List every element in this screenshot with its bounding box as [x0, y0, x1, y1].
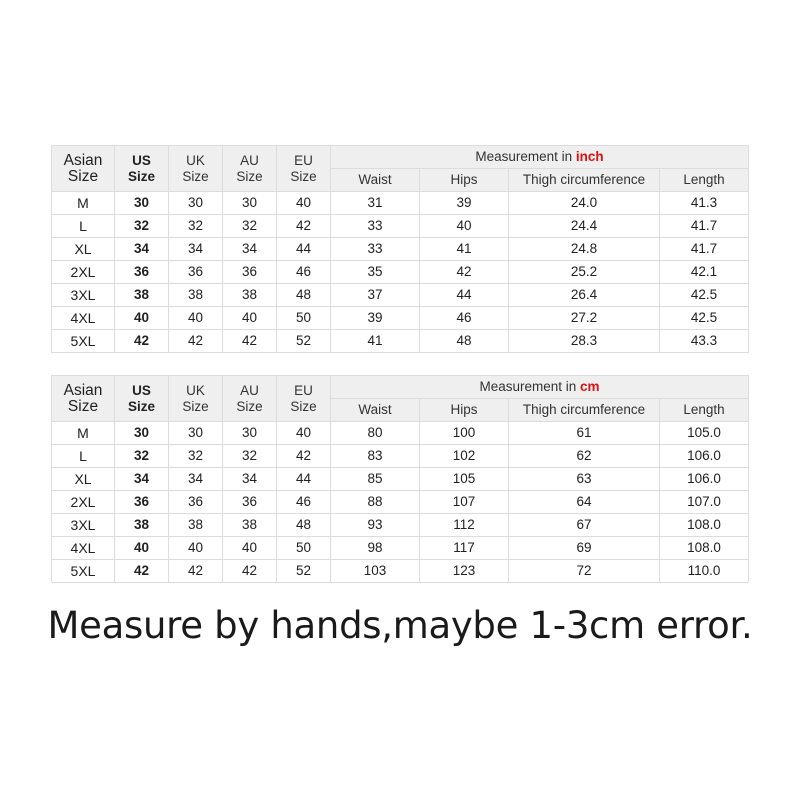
table-cell: 50 [277, 537, 331, 560]
table-cell: 26.4 [509, 284, 660, 307]
table-cell: XL [52, 468, 115, 491]
table-cell: 103 [331, 560, 420, 583]
table-cell: 93 [331, 514, 420, 537]
table-cell: 36 [223, 261, 277, 284]
table-cell: 107 [420, 491, 509, 514]
table-cell: 42 [277, 215, 331, 238]
table-cell: 40 [115, 307, 169, 330]
table-cell: 48 [420, 330, 509, 353]
table-row [52, 307, 749, 330]
measurement-prefix: Measurement in [479, 379, 581, 394]
table-cell: 34 [115, 238, 169, 261]
table-cell: 38 [223, 514, 277, 537]
table-cell: 27.2 [509, 307, 660, 330]
table-cell: 85 [331, 468, 420, 491]
size-table-inch [51, 145, 749, 353]
table-cell: 34 [169, 468, 223, 491]
table-cell: 46 [277, 491, 331, 514]
table-cell: 62 [509, 445, 660, 468]
table-cell: 36 [115, 491, 169, 514]
table-cell: 105.0 [660, 422, 749, 445]
table-cell: 33 [331, 215, 420, 238]
table-cell: 38 [169, 284, 223, 307]
eu-size-header [277, 376, 331, 422]
table-cell: 34 [223, 238, 277, 261]
table-cell: 30 [115, 192, 169, 215]
table-cell: 46 [420, 307, 509, 330]
table-cell: 30 [115, 422, 169, 445]
asian-size-header-line2: Size [67, 397, 99, 415]
table-cell: 102 [420, 445, 509, 468]
table-cell: 35 [331, 261, 420, 284]
table-cell: 39 [331, 307, 420, 330]
us-size-header [115, 146, 169, 192]
table-cell: 38 [115, 284, 169, 307]
table-cell: 34 [169, 238, 223, 261]
table-row [52, 445, 749, 468]
table-cell: 48 [277, 284, 331, 307]
table-cell: 42 [169, 330, 223, 353]
measurement-header [331, 376, 749, 399]
table-cell: 24.4 [509, 215, 660, 238]
table-cell: 106.0 [660, 445, 749, 468]
table-cell: 61 [509, 422, 660, 445]
table-cell: 52 [277, 560, 331, 583]
uk-size-header [169, 146, 223, 192]
column-header-length: Length [660, 169, 749, 192]
table-cell: 32 [115, 215, 169, 238]
table-cell: 41 [420, 238, 509, 261]
table-cell: 36 [169, 261, 223, 284]
table-cell: 50 [277, 307, 331, 330]
table-cell: 69 [509, 537, 660, 560]
au-size-header-line2: Size [236, 168, 263, 184]
eu-size-header-line2: Size [290, 398, 317, 414]
au-size-header-line1: AU [240, 382, 259, 398]
au-size-header-line2: Size [236, 398, 263, 414]
us-size-header-line1: US [132, 382, 151, 398]
table-cell: 42 [115, 560, 169, 583]
measurement-note: Measure by hands,maybe 1-3cm error. [47, 604, 753, 647]
table-cell: 4XL [52, 537, 115, 560]
table-cell: 42 [277, 445, 331, 468]
measurement-prefix: Measurement in [475, 149, 576, 164]
table-cell: 123 [420, 560, 509, 583]
table-cell: M [52, 422, 115, 445]
table-cell: 2XL [52, 261, 115, 284]
eu-size-header [277, 146, 331, 192]
us-size-header-line2: Size [127, 398, 155, 414]
uk-size-header-line1: UK [186, 382, 205, 398]
table-cell: 42 [115, 330, 169, 353]
table-cell: 39 [420, 192, 509, 215]
measurement-header [331, 146, 749, 169]
table-cell: 42.5 [660, 284, 749, 307]
table-cell: 48 [277, 514, 331, 537]
table-row [52, 261, 749, 284]
table-cell: 43.3 [660, 330, 749, 353]
us-size-header-line1: US [132, 152, 151, 168]
table-cell: 30 [169, 192, 223, 215]
table-cell: 44 [277, 468, 331, 491]
table-cell: 32 [223, 445, 277, 468]
au-size-header [223, 146, 277, 192]
table-cell: 40 [420, 215, 509, 238]
table-cell: 32 [169, 215, 223, 238]
table-cell: 36 [169, 491, 223, 514]
table-row [52, 537, 749, 560]
table-cell: 40 [169, 307, 223, 330]
measurement-unit: cm [580, 379, 600, 394]
table-cell: 42 [420, 261, 509, 284]
table-cell: 34 [223, 468, 277, 491]
table-cell: 46 [277, 261, 331, 284]
table-cell: 88 [331, 491, 420, 514]
column-header-thigh-circumference: Thigh circumference [509, 399, 660, 422]
table-cell: 44 [277, 238, 331, 261]
size-table-cm [51, 375, 749, 583]
table-cell: 110.0 [660, 560, 749, 583]
table-cell: 112 [420, 514, 509, 537]
measurement-unit: inch [575, 149, 604, 164]
table-cell: 106.0 [660, 468, 749, 491]
table-cell: 40 [277, 422, 331, 445]
table-cell: 40 [223, 537, 277, 560]
table-cell: 41 [331, 330, 420, 353]
table-cell: 41.7 [660, 215, 749, 238]
table-cell: 42.1 [660, 261, 749, 284]
us-size-header [115, 376, 169, 422]
uk-size-header-line2: Size [182, 168, 209, 184]
asian-size-header-line2: Size [67, 167, 99, 185]
column-header-hips: Hips [420, 169, 509, 192]
table-cell: 33 [331, 238, 420, 261]
table-row [52, 215, 749, 238]
table-cell: 40 [169, 537, 223, 560]
table-row [52, 284, 749, 307]
table-cell: 2XL [52, 491, 115, 514]
table-cell: 38 [115, 514, 169, 537]
table-cell: 32 [115, 445, 169, 468]
table-row [52, 491, 749, 514]
table-cell: 100 [420, 422, 509, 445]
asian-size-header-line1: Asian [63, 151, 103, 169]
table-row [52, 422, 749, 445]
table-header-row [52, 146, 749, 169]
table-cell: 36 [115, 261, 169, 284]
column-header-length: Length [660, 399, 749, 422]
table-cell: 3XL [52, 514, 115, 537]
table-cell: 52 [277, 330, 331, 353]
table-cell: 34 [115, 468, 169, 491]
table-header-row [52, 376, 749, 399]
table-cell: 117 [420, 537, 509, 560]
table-cell: 5XL [52, 330, 115, 353]
uk-size-header-line1: UK [186, 152, 205, 168]
table-cell: 28.3 [509, 330, 660, 353]
table-cell: 36 [223, 491, 277, 514]
uk-size-header [169, 376, 223, 422]
uk-size-header-line2: Size [182, 398, 209, 414]
table-cell: M [52, 192, 115, 215]
table-cell: 38 [169, 514, 223, 537]
table-cell: 4XL [52, 307, 115, 330]
table-cell: 108.0 [660, 514, 749, 537]
eu-size-header-line1: EU [294, 152, 313, 168]
eu-size-header-line2: Size [290, 168, 317, 184]
table-cell: 3XL [52, 284, 115, 307]
table-cell: L [52, 215, 115, 238]
table-cell: 40 [277, 192, 331, 215]
table-cell: 63 [509, 468, 660, 491]
au-size-header [223, 376, 277, 422]
table-cell: 64 [509, 491, 660, 514]
table-cell: 24.0 [509, 192, 660, 215]
table-cell: 30 [169, 422, 223, 445]
table-cell: 5XL [52, 560, 115, 583]
table-cell: 31 [331, 192, 420, 215]
table-cell: 42 [223, 330, 277, 353]
table-row [52, 330, 749, 353]
table-cell: 108.0 [660, 537, 749, 560]
table-cell: 42 [223, 560, 277, 583]
table-cell: 30 [223, 422, 277, 445]
au-size-header-line1: AU [240, 152, 259, 168]
column-header-thigh-circumference: Thigh circumference [509, 169, 660, 192]
table-cell: 40 [223, 307, 277, 330]
table-cell: 41.3 [660, 192, 749, 215]
table-row [52, 514, 749, 537]
table-cell: 107.0 [660, 491, 749, 514]
asian-size-header [52, 376, 115, 422]
eu-size-header-line1: EU [294, 382, 313, 398]
table-cell: 83 [331, 445, 420, 468]
table-cell: 42 [169, 560, 223, 583]
table-row [52, 238, 749, 261]
asian-size-header [52, 146, 115, 192]
column-header-waist: Waist [331, 399, 420, 422]
table-cell: 42.5 [660, 307, 749, 330]
us-size-header-line2: Size [127, 168, 155, 184]
table-row [52, 468, 749, 491]
table-cell: 41.7 [660, 238, 749, 261]
table-cell: 44 [420, 284, 509, 307]
table-cell: 72 [509, 560, 660, 583]
table-cell: 25.2 [509, 261, 660, 284]
table-cell: 32 [223, 215, 277, 238]
table-cell: 37 [331, 284, 420, 307]
table-cell: 98 [331, 537, 420, 560]
table-cell: 38 [223, 284, 277, 307]
table-cell: L [52, 445, 115, 468]
asian-size-header-line1: Asian [63, 381, 103, 399]
table-row [52, 560, 749, 583]
column-header-hips: Hips [420, 399, 509, 422]
table-cell: 80 [331, 422, 420, 445]
table-cell: 67 [509, 514, 660, 537]
table-cell: XL [52, 238, 115, 261]
table-cell: 24.8 [509, 238, 660, 261]
table-cell: 40 [115, 537, 169, 560]
table-row [52, 192, 749, 215]
column-header-waist: Waist [331, 169, 420, 192]
table-cell: 32 [169, 445, 223, 468]
table-cell: 30 [223, 192, 277, 215]
table-cell: 105 [420, 468, 509, 491]
